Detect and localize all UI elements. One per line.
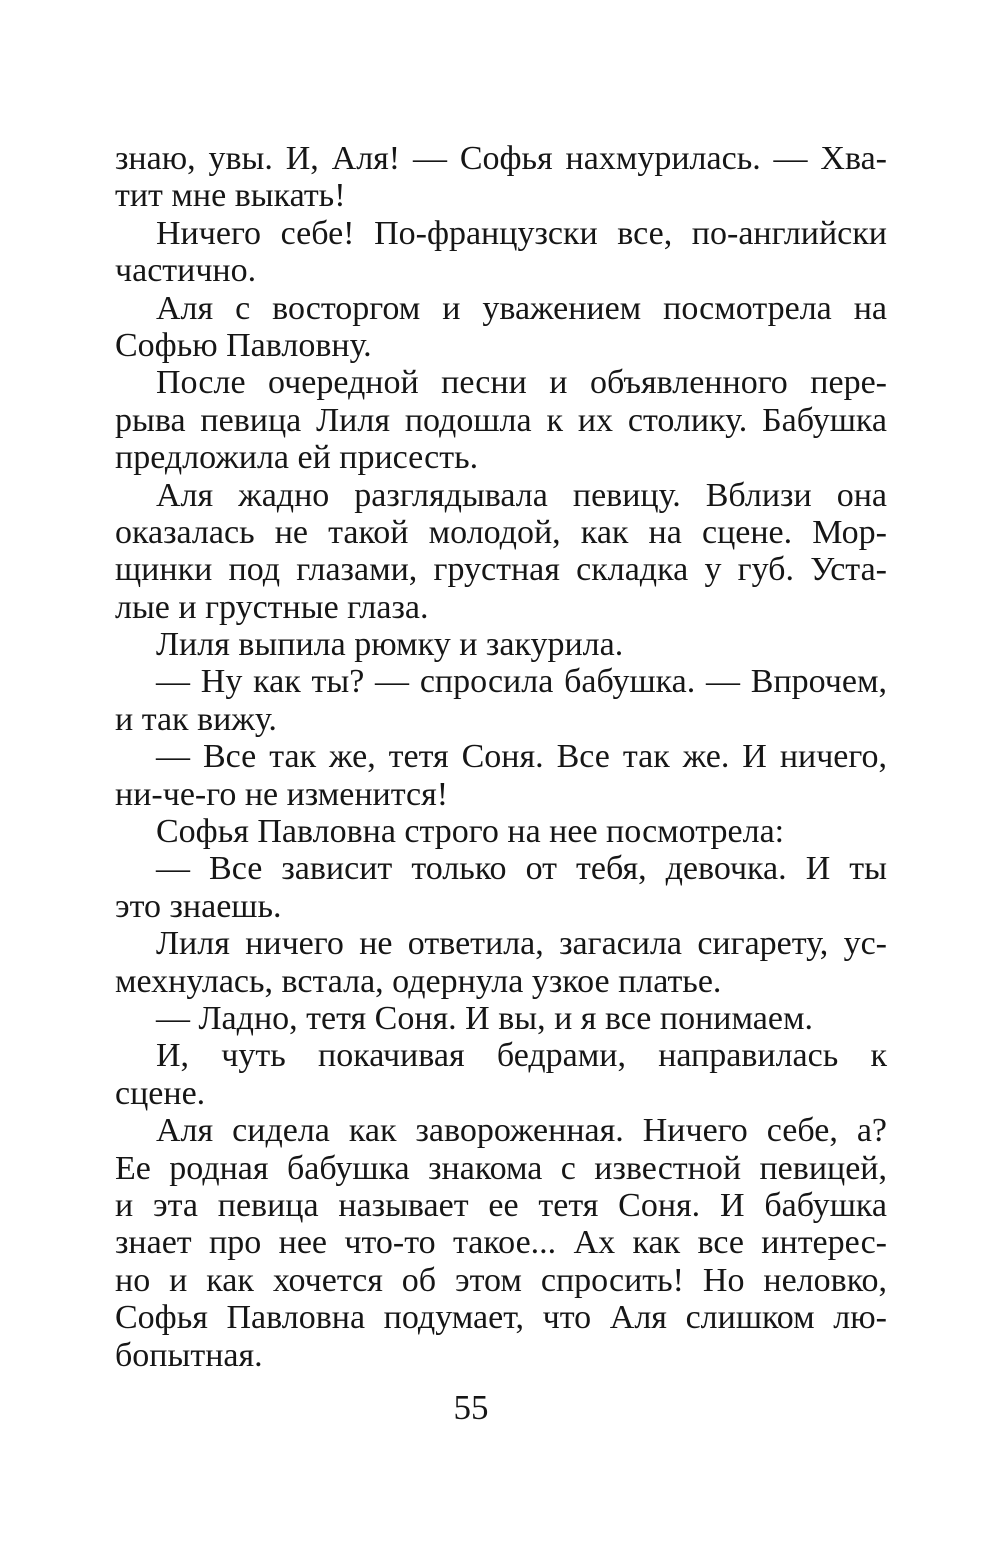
text-line: и так вижу. — [115, 700, 277, 738]
text-line: рыва певица Лиля подошла к их столику. Бабушка — [115, 401, 887, 439]
text-line: щинки под глазами, грустная складка у губ. Уста- — [115, 551, 887, 589]
text-line: мехнулась, встала, одернула узкое платье. — [115, 962, 722, 1000]
folio-row — [115, 1389, 887, 1426]
text-line: бопытная. — [115, 1336, 263, 1374]
text-line: После очередной песни и объявленного пере- — [156, 364, 887, 402]
text-line: Софья Павловна строго на нее посмотрела: — [156, 813, 785, 851]
text-line: Ее родная бабушка знакома с известной певицей, — [115, 1149, 887, 1187]
text-line: знаю, увы. И, Аля! — Софья нахмурилась. — Хва- — [115, 140, 887, 177]
text-line: это знаешь. — [115, 887, 282, 925]
text-line: Аля сидела как завороженная. Ничего себе, а? — [156, 1112, 887, 1150]
text-line: предложила ей присесть. — [115, 439, 479, 477]
page-number: 55 — [453, 1388, 489, 1427]
text-line: Аля с восторгом и уважением посмотрела на — [156, 289, 887, 327]
text-line: но и как хочется об этом спросить! Но неловко, — [115, 1261, 887, 1299]
text-line: Ничего себе! По-французски все, по-английски — [156, 214, 887, 252]
text-line: Аля жадно разглядывала певицу. Вблизи она — [156, 476, 887, 514]
text-line: частично. — [115, 252, 257, 290]
text-line: ни-че-го не изменится! — [115, 775, 449, 813]
text-line: сцене. — [115, 1074, 206, 1112]
text-line: и эта певица называет ее тетя Соня. И бабушка — [115, 1186, 887, 1224]
text-line: — Все зависит только от тебя, девочка. И ты — [156, 850, 887, 888]
text-block — [115, 140, 887, 1374]
text-line: оказалась не такой молодой, как на сцене. Мор- — [115, 513, 887, 551]
text-line: — Ну как ты? — спросила бабушка. — Впрочем, — [156, 663, 887, 701]
text-line: Лиля выпила рюмку и закурила. — [156, 626, 624, 664]
text-line: Софья Павловна подумает, что Аля слишком лю- — [115, 1299, 887, 1337]
text-line: — Ладно, тетя Соня. И вы, и я все понимаем. — [156, 999, 813, 1037]
text-line: знает про нее что-то такое... Ах как все интерес- — [115, 1224, 887, 1262]
text-line: Лиля ничего не ответила, загасила сигарету, ус- — [156, 925, 887, 963]
text-line: И, чуть покачивая бедрами, направилась к — [156, 1037, 887, 1075]
text-line: — Все так же, тетя Соня. Все так же. И ничего, — [156, 738, 887, 776]
text-line: Софью Павловну. — [115, 326, 372, 364]
text-line: тит мне выкать! — [115, 177, 346, 215]
text-line: лые и грустные глаза. — [115, 588, 429, 626]
